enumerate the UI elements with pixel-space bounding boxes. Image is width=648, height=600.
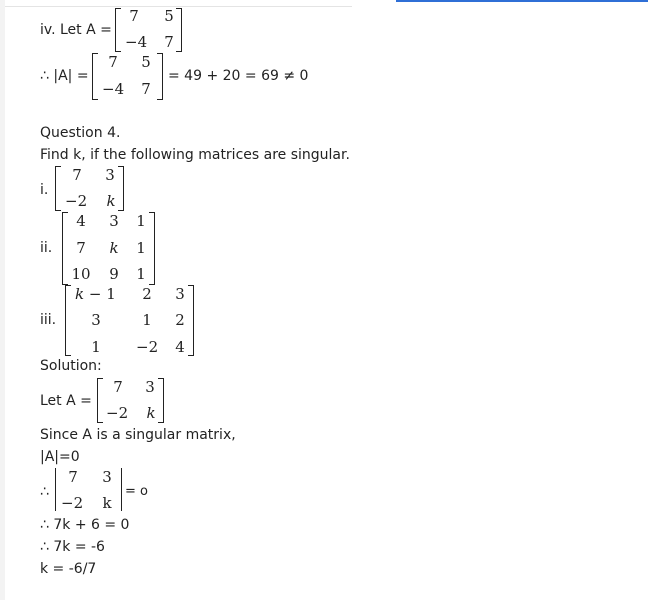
left-bracket [65, 285, 71, 356]
right-bracket [157, 53, 163, 100]
matrix-cell: 1 [136, 239, 146, 257]
matrix-cell: 7 [76, 239, 86, 257]
matrix-cell: −4 [102, 80, 125, 98]
matrix-cell: 1 [142, 311, 152, 329]
matrix-cell: 3 [109, 212, 119, 230]
part-iv-label: iv. Let A = [40, 22, 112, 38]
matrix-cell: 7 [141, 80, 151, 98]
matrix-cell: 4 [76, 212, 86, 230]
left-bracket [62, 212, 68, 285]
top-accent-bar [396, 0, 648, 2]
matrix-cell: 10 [71, 265, 91, 283]
item-label: iii. [40, 312, 57, 328]
left-bracket [92, 53, 98, 100]
matrix-cell: 4 [175, 338, 185, 356]
matrix-cell: 3 [175, 285, 185, 303]
left-bracket [115, 8, 121, 52]
solution-heading: Solution: [40, 358, 102, 374]
matrix-cell: 1 [136, 212, 146, 230]
matrix-cell: 5 [164, 7, 174, 25]
matrix-cell: 7 [108, 53, 118, 71]
matrix-cell: 2 [142, 285, 152, 303]
matrix-cell: 7 [129, 7, 139, 25]
matrix-cell: 9 [109, 265, 119, 283]
det-equals: = o [125, 484, 148, 499]
matrix-cell: 3 [145, 378, 155, 396]
matrix-cell: −4 [125, 33, 148, 51]
question-prompt: Find k, if the following matrices are singular. [40, 147, 350, 163]
matrix-cell: 7 [164, 33, 174, 51]
det-bar-left [55, 468, 56, 511]
item-label: ii. [40, 240, 53, 256]
matrix-cell: 2 [175, 311, 185, 329]
item-label: i. [40, 182, 49, 198]
solution-step-1: ∴ 7k + 6 = 0 [40, 517, 130, 533]
solution-step-2: ∴ 7k = -6 [40, 539, 105, 555]
matrix-cell: 1 [136, 265, 146, 283]
matrix-cell: k [109, 239, 119, 257]
left-gutter [0, 0, 5, 600]
left-bracket [55, 166, 61, 211]
matrix-cell: 3 [102, 468, 112, 486]
since-text: Since A is a singular matrix, [40, 427, 236, 443]
let-label: Let A = [40, 393, 92, 409]
left-bracket [97, 378, 103, 423]
det-result: = 49 + 20 = 69 ≠ 0 [168, 68, 309, 84]
matrix-cell: −2 [136, 338, 159, 356]
matrix-cell: 7 [113, 378, 123, 396]
det-bar-right [121, 468, 122, 511]
matrix-cell: 1 [91, 338, 101, 356]
matrix-cell: 7 [72, 166, 82, 184]
matrix-cell: −2 [65, 192, 88, 210]
matrix-cell: 3 [105, 166, 115, 184]
matrix-cell: −2 [106, 404, 129, 422]
matrix-cell: k [106, 192, 116, 210]
matrix-cell: 3 [91, 311, 101, 329]
matrix-cell: −2 [61, 494, 84, 512]
matrix-cell: 5 [141, 53, 151, 71]
therefore-symbol: ∴ [40, 484, 49, 500]
question-title: Question 4. [40, 125, 121, 141]
top-divider [0, 0, 352, 7]
matrix-cell: k [102, 494, 112, 512]
solution-answer: k = -6/7 [40, 561, 97, 577]
matrix-cell: k − 1 [75, 285, 116, 303]
det-prefix: ∴ |A| = [40, 68, 89, 84]
det-zero: |A|=0 [40, 449, 80, 465]
matrix-cell: k [146, 404, 156, 422]
matrix-cell: 7 [68, 468, 78, 486]
